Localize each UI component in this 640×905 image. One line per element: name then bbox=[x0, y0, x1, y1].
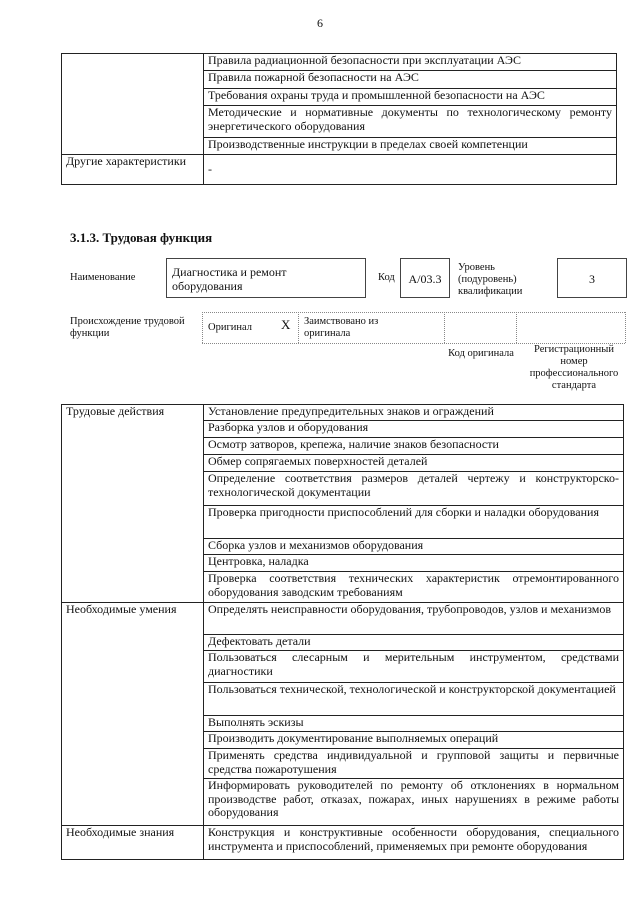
skill-item: Информировать руководителей по ремонту об отклонениях в нормальном производстве работ, отказах, пожарах, иных нарушениях в режиме работы оборудования bbox=[204, 779, 624, 826]
requirement-item: Правила пожарной безопасности на АЭС bbox=[204, 71, 617, 89]
skill-item: Пользоваться технической, технологической и конструкторской документацией bbox=[204, 683, 624, 716]
origin-divider bbox=[625, 312, 626, 343]
action-item: Установление предупредительных знаков и ограждений bbox=[204, 405, 624, 421]
code-original-label: Код оригинала bbox=[448, 348, 514, 359]
requirement-item: Методические и нормативные документы по технологическому ремонту энергетического оборудования bbox=[204, 106, 617, 138]
origin-label: Происхождение трудовой функции bbox=[70, 316, 185, 339]
action-item: Осмотр затворов, крепежа, наличие знаков безопасности bbox=[204, 438, 624, 455]
requirement-item: Производственные инструкции в пределах своей компетенции bbox=[204, 138, 617, 155]
origin-top-line bbox=[202, 312, 625, 313]
code-box bbox=[400, 258, 450, 298]
action-item: Разборка узлов и оборудования bbox=[204, 421, 624, 438]
action-item: Центровка, наладка bbox=[204, 555, 624, 572]
skill-item: Пользоваться слесарным и мерительным инструментом, средствами диагностики bbox=[204, 651, 624, 683]
origin-divider bbox=[202, 312, 203, 343]
knowledge-label: Необходимые знания bbox=[62, 826, 204, 860]
action-item: Сборка узлов и механизмов оборудования bbox=[204, 539, 624, 555]
table-cell-empty bbox=[62, 54, 204, 155]
requirement-item: Правила радиационной безопасности при эксплуатации АЭС bbox=[204, 54, 617, 71]
origin-divider bbox=[516, 312, 517, 343]
origin-divider bbox=[298, 312, 299, 343]
action-item: Проверка соответствия технических характеристик отремонтированного оборудования заводским требованиям bbox=[204, 572, 624, 603]
section-title: 3.1.3. Трудовая функция bbox=[70, 230, 213, 245]
function-details-table bbox=[61, 404, 624, 860]
requirements-table bbox=[61, 53, 617, 185]
actions-label: Трудовые действия bbox=[62, 405, 204, 603]
skill-item: Дефектовать детали bbox=[204, 635, 624, 651]
origin-divider bbox=[444, 312, 445, 343]
requirement-item: Требования охраны труда и промышленной безопасности на АЭС bbox=[204, 89, 617, 106]
reg-number-label: Регистрационный номер профессионального стандарта bbox=[529, 344, 619, 391]
page-number: 6 bbox=[317, 16, 323, 30]
other-characteristics-label: Другие характеристики bbox=[62, 155, 204, 185]
qualification-level: 3 bbox=[589, 272, 595, 286]
action-item: Проверка пригодности приспособлений для сборки и наладки оборудования bbox=[204, 506, 624, 539]
skill-item: Производить документирование выполняемых операций bbox=[204, 732, 624, 749]
skill-item: Выполнять эскизы bbox=[204, 716, 624, 732]
action-item: Обмер сопрягаемых поверхностей деталей bbox=[204, 455, 624, 472]
function-name: Диагностика и ремонт оборудования bbox=[172, 265, 287, 293]
function-name-box bbox=[166, 258, 366, 298]
code-label: Код bbox=[378, 272, 395, 283]
original-mark: X bbox=[281, 317, 291, 332]
knowledge-item: Конструкция и конструктивные особенности оборудования, специального инструмента и приспособлений, применяемых при ремонте оборудования bbox=[204, 826, 624, 860]
action-item: Определение соответствия размеров деталей чертежу и конструкторско-технологической документации bbox=[204, 472, 624, 506]
skills-label: Необходимые умения bbox=[62, 603, 204, 826]
skill-item: Применять средства индивидуальной и групповой защиты и первичные средства пожаротушения bbox=[204, 749, 624, 779]
skill-item: Определять неисправности оборудования, трубопроводов, узлов и механизмов bbox=[204, 603, 624, 635]
other-characteristics-value: - bbox=[204, 155, 617, 185]
function-code: A/03.3 bbox=[408, 272, 442, 286]
qualification-level-label: Уровень (подуровень) квалификации bbox=[458, 262, 523, 297]
level-box bbox=[557, 258, 627, 298]
original-label: Оригинал bbox=[208, 322, 252, 333]
name-label: Наименование bbox=[70, 272, 136, 283]
borrowed-label: Заимствовано из оригинала bbox=[304, 316, 379, 339]
